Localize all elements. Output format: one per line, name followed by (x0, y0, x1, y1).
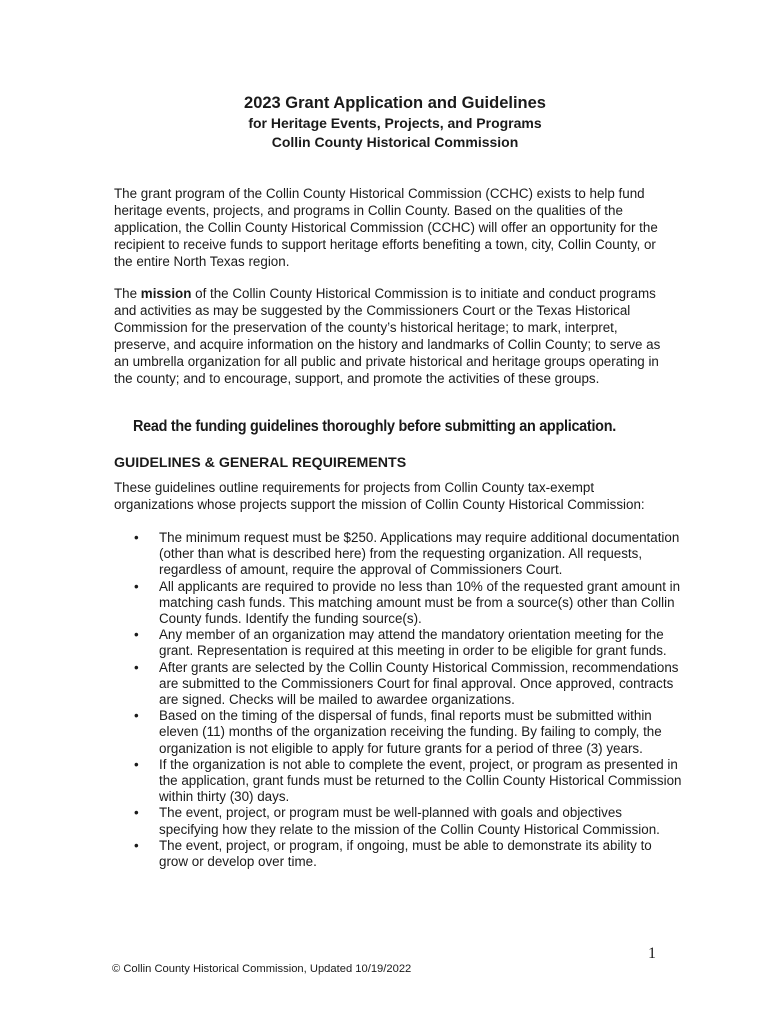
footer-copyright: © Collin County Historical Commission, Updated 10/19/2022 (112, 963, 412, 975)
mission-paragraph (114, 285, 674, 387)
guidelines-intro: These guidelines outline requirements for projects from Collin County tax-exempt organizations whose projects support the mission of Collin County Historical Commission: (114, 480, 645, 512)
guideline-item (114, 660, 684, 709)
page-number: 1 (648, 945, 656, 962)
guideline-text: Based on the timing of the dispersal of funds, final reports must be submitted within eleven (11) months of the organization receiving the funding. By failing to comply, the organization is not eligible to apply for future grants for a period of three (3) years. (159, 708, 662, 756)
guideline-item (114, 530, 684, 579)
guideline-text: All applicants are required to provide no less than 10% of the requested grant amount in matching cash funds. This matching amount must be from a source(s) other than Collin County funds. Identify the funding source(s). (159, 578, 681, 627)
mission-text: of the Collin County Historical Commission is to initiate and conduct programs and activities as may be suggested by the Commissioners Court or the Texas Historical Commission for the preservation of the county’s historical heritage; to mark, interpret, preserve, and acquire information on the history and landmarks of Collin County; to serve as an umbrella organization for all public and private historical and heritage groups operating in the county; and to encourage, support, and promote the activities of these groups. (114, 286, 661, 386)
guideline-text: Any member of an organization may attend the mandatory orientation meeting for the grant. Representation is required at this meeting in order to be eligible for grant funds. (159, 627, 667, 659)
guidelines-list (114, 530, 684, 870)
bullet-icon: • (134, 756, 139, 772)
guideline-item (114, 838, 684, 870)
guideline-text: The minimum request must be $250. Applications may require additional documentation (other than what is described here) from the requesting organization. All requests, regardless of amount, require the approval of Commissioners Court. (159, 530, 680, 578)
guideline-text: If the organization is not able to complete the event, project, or program as presented in the application, grant funds must be returned to the Collin County Historical Commission within thirty (30) days. (159, 756, 682, 805)
guideline-item (114, 579, 684, 628)
mission-prefix: The (114, 286, 141, 301)
guideline-item (114, 708, 684, 757)
guideline-item (114, 627, 684, 659)
guideline-text: The event, project, or program must be well-planned with goals and objectives specifying how they relate to the mission of the Collin County Historical Commission. (159, 805, 660, 837)
guidelines-heading: GUIDELINES & GENERAL REQUIREMENTS (114, 455, 407, 471)
intro-paragraph: The grant program of the Collin County Historical Commission (CCHC) exists to help fund heritage events, projects, and programs in Collin County. Based on the qualities of the application, the Collin County Historical Commission (CCHC) will offer an opportunity for the recipient to receive funds to support heritage efforts benefiting a town, city, Collin County, or the entire North Texas region. (114, 186, 658, 269)
organization-name: Collin County Historical Commission (271, 134, 519, 150)
guideline-text: The event, project, or program, if ongoing, must be able to demonstrate its ability to grow or develop over time. (159, 837, 652, 870)
guideline-text: After grants are selected by the Collin County Historical Commission, recommendations are submitted to the Commissioners Court for final approval. Once approved, contracts are signed. Checks will be mailed to awardee organizations. (159, 659, 679, 708)
document-subtitle: for Heritage Events, Projects, and Programs (248, 115, 542, 131)
document-title: 2023 Grant Application and Guidelines (244, 94, 546, 112)
bullet-icon: • (134, 578, 139, 594)
guideline-item (114, 757, 684, 806)
bullet-icon: • (134, 530, 139, 545)
mission-keyword: mission (140, 286, 192, 301)
bullet-icon: • (134, 627, 139, 643)
bullet-icon: • (134, 837, 139, 853)
bullet-icon: • (134, 805, 139, 821)
guideline-item (114, 805, 684, 837)
bullet-icon: • (134, 708, 139, 724)
funding-notice: Read the funding guidelines thoroughly before submitting an application. (133, 418, 616, 435)
bullet-icon: • (134, 659, 139, 675)
